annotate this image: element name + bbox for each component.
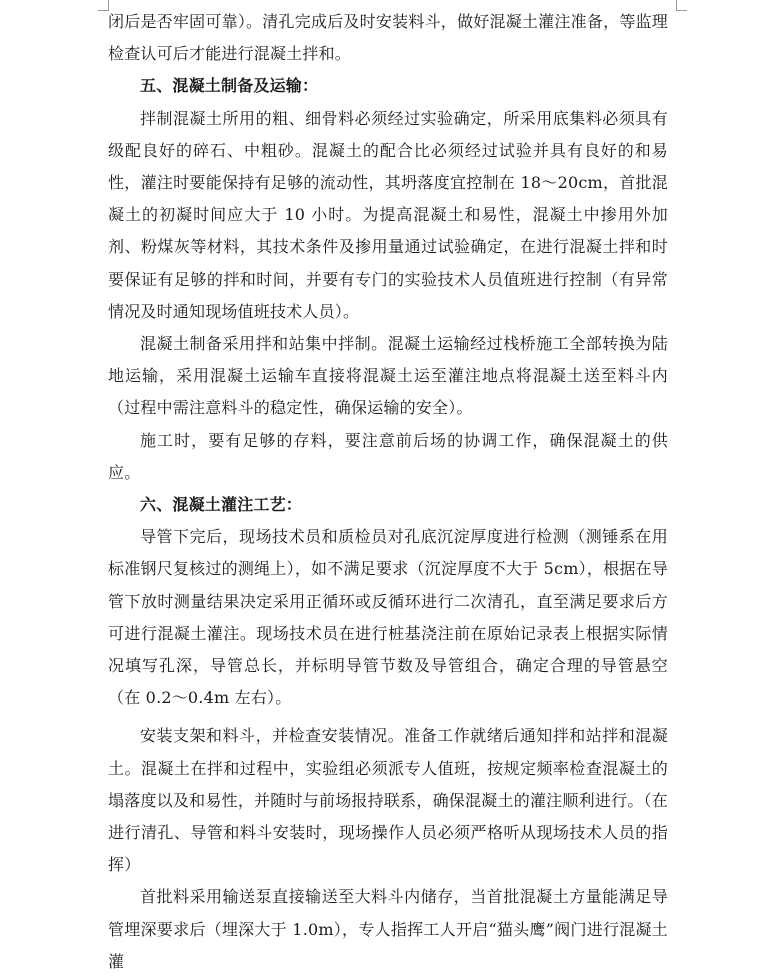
paragraph-clearing-continuation: 闭后是否牢固可靠）。清孔完成后及时安装料斗，做好混凝土灌注准备，等监理检查认可后才能进行混凝土拌和。 — [108, 12, 668, 64]
margin-corner-mark-right — [676, 0, 687, 11]
paragraph-aggregate-mix: 拌制混凝土所用的粗、细骨料必须经过实验确定，所采用底集料必须具有级配良好的碎石、中粗砂。混凝土的配合比必须经过试验并具有良好的和易性，灌注时要能保持有足够的流动性，其坍落度宜控制在 18～20cm，首批混凝土的初凝时间应大于 10 小时。为提高混凝土和易性，混凝土中掺用外加剂、粉煤灰等材料，其技术条件及掺用量通过试验确定，在进行混凝土拌和时要保证有足够的拌和时间，并要有专门的实验技术人员值班进行控制（有异常情况及时通知现场值班技术人员）。 — [108, 108, 668, 321]
paragraph-supply-coordination: 施工时，要有足够的存料，要注意前后场的协调工作，确保混凝土的供应。 — [108, 430, 668, 482]
paragraph-first-batch: 首批料采用输送泵直接输送至大料斗内储存，当首批混凝土方量能满足导管埋深要求后（埋深大于 1.0m），专人指挥工人开启“猫头鹰”阀门进行混凝土灌 — [108, 887, 668, 971]
paragraph-mixing-transport: 混凝土制备采用拌和站集中拌制。混凝土运输经过栈桥施工全部转换为陆地运输，采用混凝土运输车直接将混凝土运至灌注地点将混凝土送至料斗内（过程中需注意料斗的稳定性，确保运输的安全）。 — [108, 334, 668, 418]
paragraph-sediment-check: 导管下完后，现场技术员和质检员对孔底沉淀厚度进行检测（测锤系在用标准钢尺复核过的测绳上），如不满足要求（沉淀厚度不大于 5cm），根据在导管下放时测量结果决定采用正循环或反循环进行二次清孔，直至满足要求后方可进行混凝土灌注。现场技术员在进行桩基浇注前在原始记录表上根据实际情况填写孔深，导管总长，并标明导管节数及导管组合，确定合理的导管悬空（在 0.2～0.4m 左右）。 — [108, 527, 668, 708]
section-heading-pouring-process: 六、混凝土灌注工艺： — [140, 495, 303, 515]
paragraph-hopper-installation: 安装支架和料斗，并检查安装情况。准备工作就绪后通知拌和站拌和混凝土。混凝土在拌和过程中，实验组必须派专人值班，按规定频率检查混凝土的塌落度以及和易性，并随时与前场报持联系，确保混凝土的灌注顺利进行。（在进行清孔、导管和料斗安装时，现场操作人员必须严格听从现场技术人员的指挥） — [108, 726, 668, 875]
section-heading-concrete-preparation: 五、混凝土制备及运输： — [140, 76, 319, 96]
document-body — [108, 6, 668, 978]
